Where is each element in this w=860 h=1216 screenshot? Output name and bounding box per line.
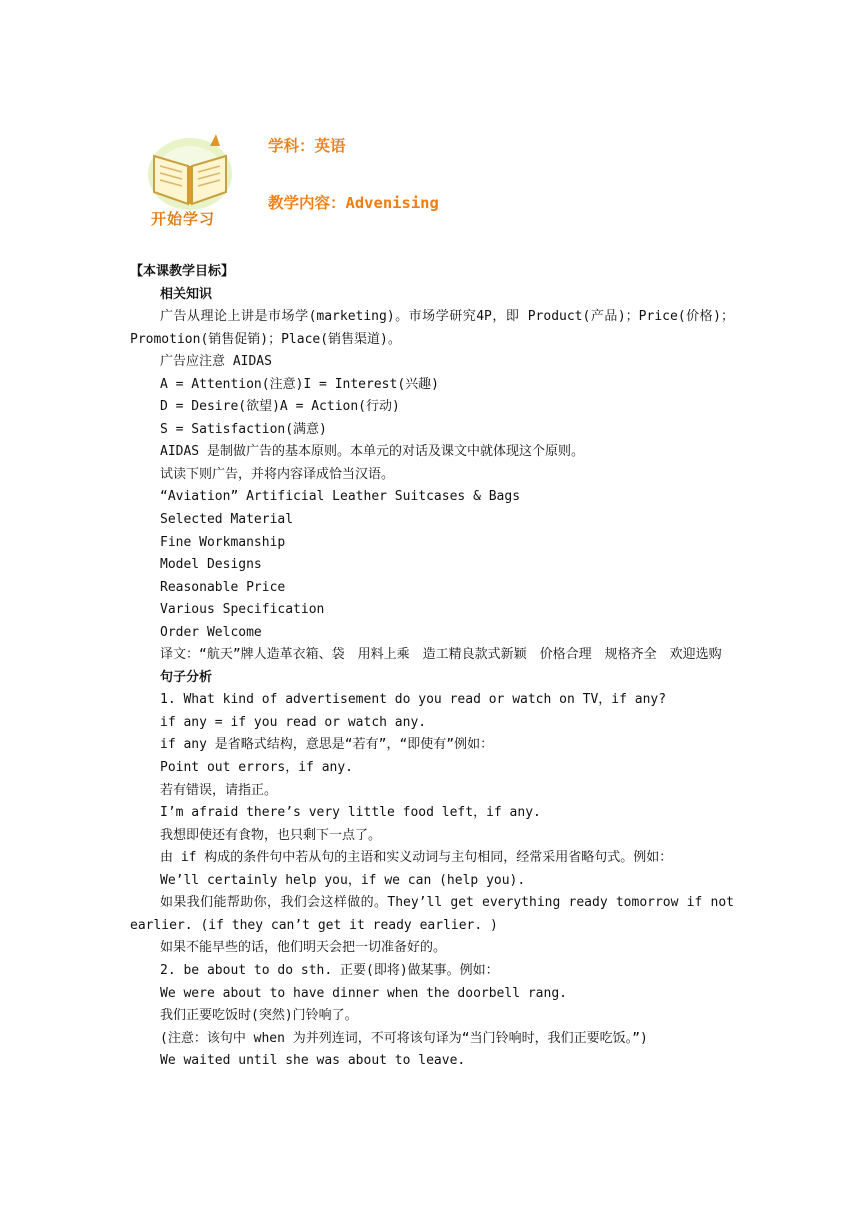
- text-line: (注意：该句中 when 为并列连词，不可将该句译为“当门铃响时，我们正要吃饭。”): [160, 1030, 648, 1046]
- ad-line: Reasonable Price: [160, 579, 286, 595]
- text-line: Point out errors，if any.: [160, 760, 354, 776]
- open-book-icon: [140, 126, 240, 216]
- subheading-sentence-analysis: 句子分析: [160, 669, 213, 685]
- document-body: [130, 261, 734, 1073]
- paragraph-ready: 如果我们能帮助你，我们会这样做的。They’ll get everything ready tomorrow if not earlier. (if they can’t get it ready earlier. ): [130, 895, 734, 933]
- text-line: 若有错误，请指正。: [160, 782, 278, 798]
- text-line: 2. be about to do sth. 正要(即将)做某事。例如：: [160, 962, 499, 978]
- text-line: if any = if you read or watch any.: [160, 714, 427, 730]
- content-label: 教学内容：Advenising: [268, 194, 439, 212]
- line-desire-action: D = Desire(欲望)A = Action(行动): [160, 399, 400, 415]
- text-line: 我想即使还有食物，也只剩下一点了。: [160, 827, 382, 843]
- logo-caption: 开始学习: [151, 210, 216, 228]
- ad-line: “Aviation” Artificial Leather Suitcases & Bags: [160, 489, 521, 505]
- text-line: 由 if 构成的条件句中若从句的主语和实义动词与主句相同，经常采用省略句式。例如：: [160, 850, 673, 866]
- text-line: We waited until she was about to leave.: [160, 1053, 466, 1069]
- ad-line: Various Specification: [160, 602, 325, 618]
- text-line: I’m afraid there’s very little food left，if any.: [160, 805, 541, 821]
- text-line: 我们正要吃饭时(突然)门铃响了。: [160, 1008, 358, 1024]
- line-try-translate: 试读下则广告，并将内容译成恰当汉语。: [160, 466, 395, 482]
- ad-line: Order Welcome: [160, 624, 262, 640]
- section-title: 【本课教学目标】: [130, 264, 235, 279]
- subheading-related-knowledge: 相关知识: [160, 286, 213, 302]
- paragraph-translation: 译文：“航天”牌人造革衣箱、袋 用料上乘 造工精良款式新颖 价格合理 规格齐全 欢迎选购: [160, 647, 722, 663]
- text-line: if any 是省略式结构，意思是“若有”，“即使有”例如：: [160, 737, 494, 753]
- ad-line: Model Designs: [160, 557, 262, 573]
- text-line: 如果不能早些的话，他们明天会把一切准备好的。: [160, 940, 447, 956]
- line-aidas-principle: AIDAS 是制做广告的基本原则。本单元的对话及课文中就体现这个原则。: [160, 444, 584, 460]
- ad-line: Fine Workmanship: [160, 534, 286, 550]
- paragraph-marketing: 广告从理论上讲是市场学(marketing)。市场学研究4P，即 Product(产品)；Price(价格)；Promotion(销售促销)；Place(销售渠道)。: [130, 309, 734, 347]
- line-satisfaction: S = Satisfaction(满意): [160, 421, 327, 437]
- text-line: We were about to have dinner when the doorbell rang.: [160, 985, 567, 1001]
- ad-line: Selected Material: [160, 512, 294, 528]
- text-line: 1. What kind of advertisement do you read or watch on TV，if any?: [160, 692, 667, 708]
- text-line: We’ll certainly help you，if we can (help you).: [160, 872, 526, 888]
- line-attention-interest: A = Attention(注意)I = Interest(兴趣): [160, 376, 439, 392]
- subject-label: 学科：英语: [268, 137, 346, 155]
- line-aidas: 广告应注意 AIDAS: [160, 354, 272, 370]
